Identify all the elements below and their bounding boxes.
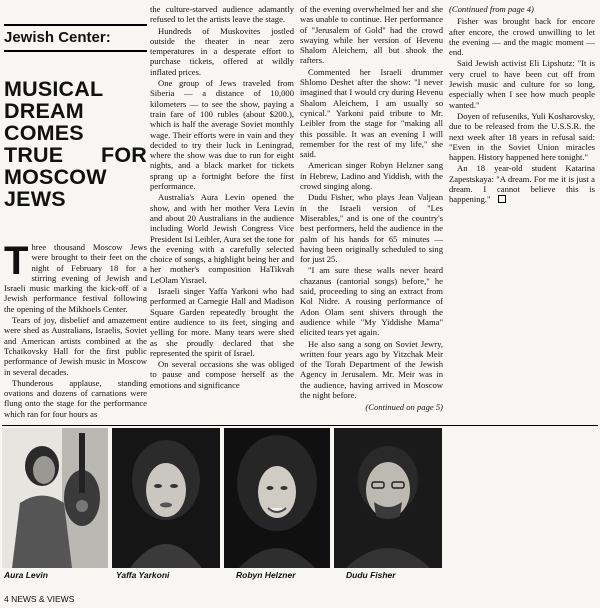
photo-dudu-fisher <box>334 428 442 568</box>
paragraph: Tears of joy, disbelief and amazement were shed as Australians, Israelis, Soviet and American artists combined at the Tchaikovsky Hall for the first public performance of Jewish music in Moscow in several decades. <box>4 315 147 377</box>
column-2 <box>150 4 294 391</box>
photo-robyn-helzner <box>224 428 330 568</box>
photo-aura-levin <box>2 428 108 568</box>
photo-yaffa-yarkoni <box>112 428 220 568</box>
drop-cap: T <box>4 239 29 283</box>
paragraph: Dudu Fisher, who plays Jean Valjean in the Israeli version of "Les Miserables," and is one of the country's best performers, held the audience in the palm of his hands for 65 minutes — having been originally scheduled to sing for just 25. <box>300 192 443 265</box>
paragraph: Commented her Israeli drummer Shlomo Deshet after the show: "I never imagined that I would cry during Hevenu Shalom Aleichem, I am usually so cynical." Yarkoni paid tribute to Mr. Leibler from the stage for "making all this possible. It was an evening I will remember for the rest of my life," she said. <box>300 66 443 160</box>
paragraph: Thunderous applause, standing ovations and dozens of carnations were flung onto the stage for the performance which ran for four hours as <box>4 377 147 419</box>
photo-caption: Robyn Helzner <box>236 570 296 580</box>
continued-on-link[interactable]: (Continued on page 5) <box>365 402 443 413</box>
paragraph: American singer Robyn Helzner sang in Hebrew, Ladino and Yiddish, with the crowd singing along. <box>300 160 443 192</box>
column-4 <box>449 4 595 206</box>
photo-strip <box>0 428 600 580</box>
paragraph: One group of Jews traveled from Siberia — a distance of 10,000 kilometers — to see the show, paying a train fare of 100 rubles (about $200.), which is half the average Soviet monthly wage. Their efforts were in vain and they decided to try their luck in Leningrad, where the show was due to run for eight nights, and a black market for tickets sprang up a fortnight before the first performance. <box>150 78 294 192</box>
paragraph: "I am sure these walls never heard chazanus (cantorial songs) before," he said, proceeding to sing an extract from Kol Nidre. A rousing performance of Adon Olam sent shivers through the audience while "My Yiddishe Mama" elicited tears yet again. <box>300 265 443 338</box>
lead-paragraph: Three thousand Moscow Jews were brought to their feet on the night of February 18 for a stirring evening of Jewish and Israeli music marking the kick-off of a Jewish performance festival following the opening of the Mikhoels Center. <box>4 239 147 314</box>
paragraph: He also sang a song on Soviet Jewry, written four years ago by Yitzchak Meir of the Torah Department of the Jewish Agency in Jerusalem. Mr. Meir was in the audience, having arrived in Moscow the night before. <box>300 338 443 400</box>
paragraph: of the evening overwhelmed her and she was unable to continue. Her performance of "Jerusalem of Gold" had the crowd swaying while her version of Hevenu Shalom Aleichem, all but shook the rafters. <box>300 4 443 66</box>
paragraph: On several occasions she was obliged to pause and compose herself as the emotions and significance <box>150 359 294 390</box>
end-of-article-mark <box>498 195 506 203</box>
paragraph: Hundreds of Muskovites jostled outside the theater in near zero temperatures in a desperate effort to purchase tickets, offered at wildly inflated prices. <box>150 25 294 77</box>
paragraph: Doyen of refuseniks, Yuli Kosharovsky, due to be released from the U.S.S.R. the next week after 18 years in refusal said: "Even in the Soviet Union miracles happen. History happened here tonight." <box>449 110 595 163</box>
headline: MUSICAL DREAM COMES TRUE FOR MOSCOW JEWS <box>4 77 147 211</box>
page-footer: 4 NEWS & VIEWS <box>4 594 75 604</box>
column-3 <box>300 4 443 413</box>
column-1 <box>4 4 147 420</box>
photo-caption: Aura Levin <box>4 570 48 580</box>
photo-caption: Dudu Fisher <box>346 570 396 580</box>
paragraph: Australia's Aura Levin opened the show, and with her mother Vera Levin and about 20 Australians in the audience including World Jewish Congress Vice President Isi Leibler, Aura set the tone for the evening with a carefully selected choice of songs, a highlight being her and her mother's composition HaTikvah LeOlam Yisrael. <box>150 192 294 285</box>
paragraph: the culture-starved audience adamantly refused to let the artists leave the stage. <box>150 4 294 25</box>
paragraph: Said Jewish activist Eli Lipshutz: "It is very cruel to have been cut off from Jewish music and culture for so long, especially when I see how much people wanted." <box>449 58 595 110</box>
paragraph: Israeli singer Yaffa Yarkoni who had performed at Carnegie Hall and Madison Square Garden repeatedly brought the entire audience to its feet, singing and yelling for more. Many tears were shed as she proudly declared that she represented the spirit of Israel. <box>150 286 294 358</box>
divider <box>2 425 598 426</box>
continued-from-link[interactable]: (Continued from page 4) <box>449 4 534 14</box>
paragraph: Fisher was brought back for encore after encore, the crowd unwilling to let the evening — and the magic moment — end. <box>449 16 595 58</box>
paragraph: An 18 year-old student Katarina Zapestskaya: "A dream. For me it is just a dream. I cannot believe this is happening." <box>449 163 595 205</box>
section-label: Jewish Center: <box>4 24 147 52</box>
photo-caption: Yaffa Yarkoni <box>116 570 170 580</box>
